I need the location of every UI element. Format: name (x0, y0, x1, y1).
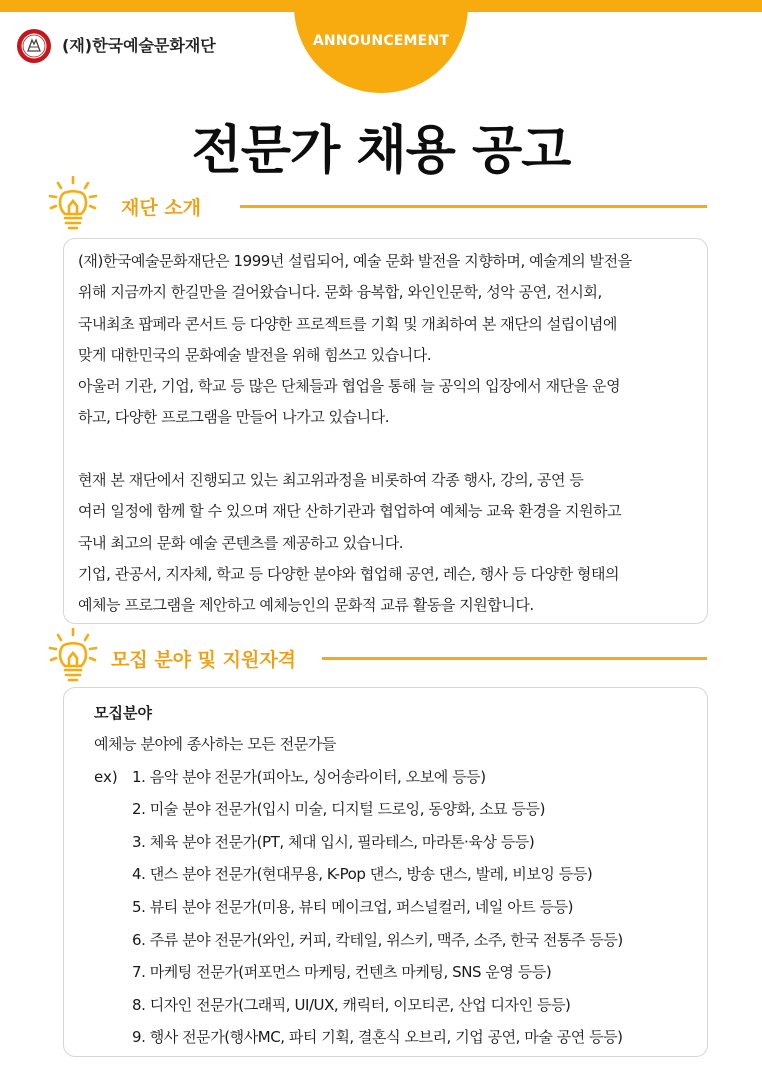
intro-line: 여러 일정에 함께 할 수 있으며 재단 산하기관과 협업하여 예체능 교육 환경을 지원하고 (78, 502, 622, 521)
intro-box (63, 238, 708, 624)
list-item: 2. 미술 분야 전문가(입시 미술, 디지털 드로잉, 동양화, 소묘 등등) (132, 800, 545, 819)
announcement-tab (294, 0, 468, 93)
list-item: 5. 뷰티 분야 전문가(미용, 뷰티 메이크업, 퍼스널컬러, 네일 아트 등등) (132, 897, 574, 916)
section-heading-intro (0, 176, 762, 236)
list-item: 4. 댄스 분야 전문가(현대무용, K-Pop 댄스, 방송 댄스, 발레, 비보잉 등등) (132, 865, 593, 884)
examples (94, 761, 707, 1054)
field-list (132, 761, 623, 1054)
intro-line: 예체능 프로그램을 제안하고 예체능인의 문화적 교류 활동을 지원합니다. (78, 596, 534, 615)
intro-line: 국내 최고의 문화 예술 콘텐츠를 제공하고 있습니다. (78, 533, 404, 552)
intro-line: 현재 본 재단에서 진행되고 있는 최고위과정을 비롯하여 각종 행사, 강의, 공연 등 (78, 471, 584, 490)
org-name: (재)한국예술문화재단 (62, 36, 216, 55)
intro-line: 아울러 기관, 기업, 학교 등 많은 단체들과 협업을 통해 늘 공익의 입장에서 재단을 운영 (78, 377, 621, 396)
list-item: 7. 마케팅 전문가(퍼포먼스 마케팅, 컨텐츠 마케팅, SNS 운영 등등) (132, 963, 552, 982)
section-divider (322, 657, 707, 660)
intro-line: 하고, 다양한 프로그램을 만들어 나가고 있습니다. (78, 408, 390, 427)
section-heading-label: 재단 소개 (121, 197, 202, 219)
intro-line: 맞게 대한민국의 문화예술 발전을 위해 힘쓰고 있습니다. (78, 345, 432, 364)
list-item: 9. 행사 전문가(행사MC, 파티 기획, 결혼식 오브리, 기업 공연, 마술 공연 등등) (132, 1028, 623, 1047)
section-divider (240, 205, 707, 208)
intro-line: 국내최초 팝페라 콘서트 등 다양한 프로젝트를 기획 및 개최하여 본 재단의 설립이념에 (78, 314, 617, 333)
intro-line: 위해 지금까지 한길만을 걸어왔습니다. 문화 융복합, 와인인문학, 성악 공연, 전시회, (78, 283, 602, 302)
ex-label: ex) (94, 767, 118, 786)
announcement-label: ANNOUNCEMENT (312, 33, 450, 49)
list-item: 8. 디자인 전문가(그래픽, UI/UX, 캐릭터, 이모티콘, 산업 디자인 등등) (132, 995, 571, 1014)
list-item: 1. 음악 분야 전문가(피아노, 싱어송라이터, 오보에 등등) (132, 767, 486, 786)
intro-line: 기업, 관공서, 지자체, 학교 등 다양한 분야와 협업해 공연, 레슨, 행사 등 다양한 형태의 (78, 564, 620, 583)
page-title: 전문가 채용 공고 (191, 121, 571, 181)
foundation-seal-icon (16, 28, 52, 64)
section-heading-recruit (0, 628, 762, 688)
list-item: 3. 체육 분야 전문가(PT, 체대 입시, 필라테스, 마라톤·육상 등등) (132, 832, 535, 851)
recruit-description: 예체능 분야에 종사하는 모든 전문가들 (94, 735, 336, 753)
recruit-box (63, 687, 708, 1057)
paragraph-gap (78, 434, 707, 465)
list-item: 6. 주류 분야 전문가(와인, 커피, 칵테일, 위스키, 맥주, 소주, 한국 전통주 등등) (132, 930, 623, 949)
section-heading-label: 모집 분야 및 지원자격 (111, 649, 297, 671)
lightbulb-icon (48, 176, 98, 232)
recruit-subheading: 모집분야 (94, 704, 152, 722)
lightbulb-icon (48, 628, 98, 684)
intro-line: (재)한국예술문화재단은 1999년 설립되어, 예술 문화 발전을 지향하며, 예술계의 발전을 (78, 252, 632, 270)
